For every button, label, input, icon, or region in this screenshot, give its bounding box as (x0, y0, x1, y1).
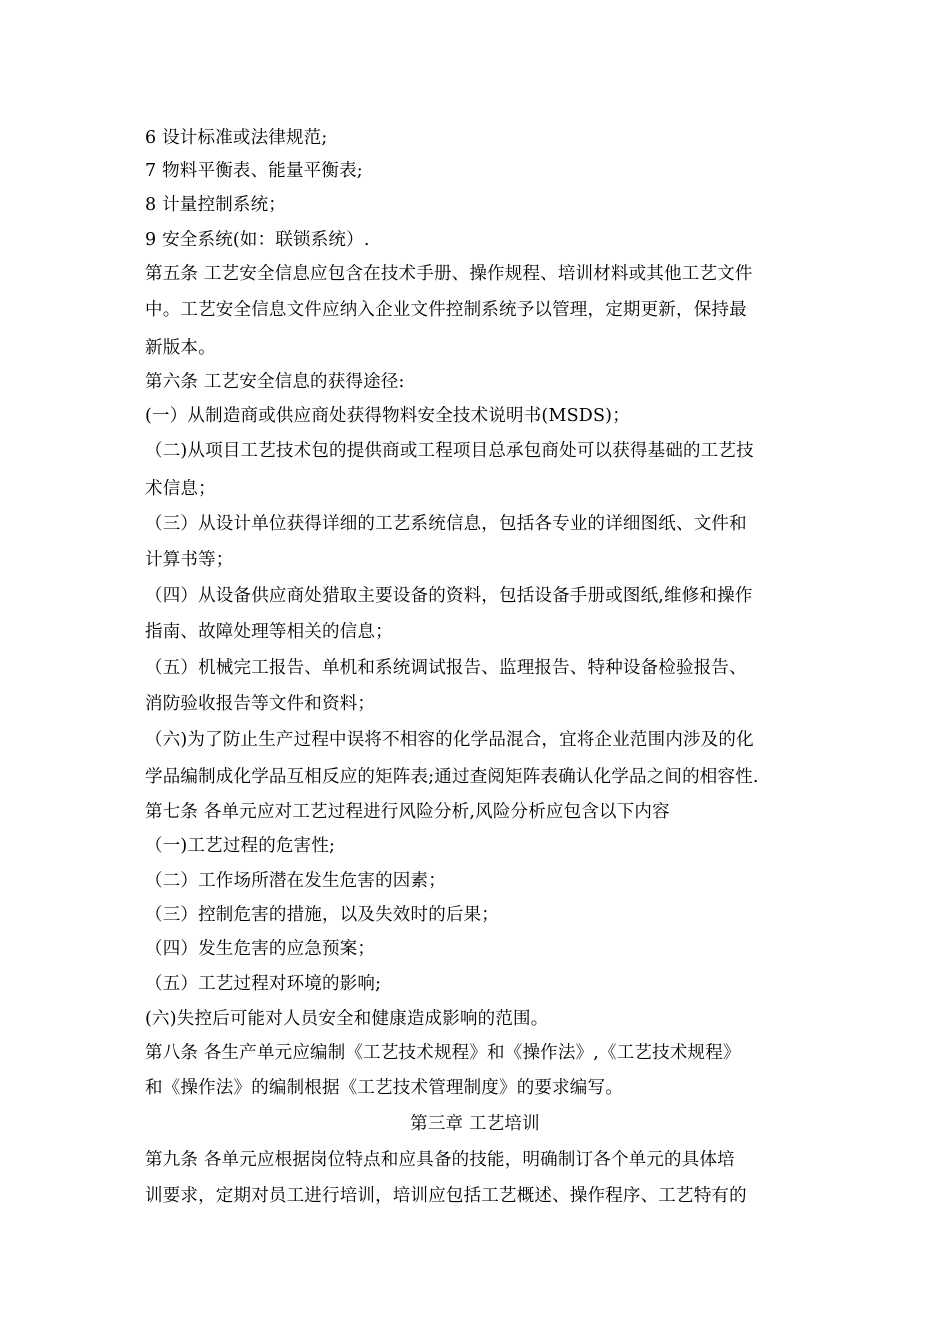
article-7-item-2: （二）工作场所潜在发生危害的因素； (145, 871, 446, 891)
article-5-line-2: 中。工艺安全信息文件应纳入企业文件控制系统予以管理，定期更新，保持最 (145, 300, 747, 320)
article-7-item-5: （五）工艺过程对环境的影响; (145, 974, 382, 994)
chapter-3-heading: 第三章 工艺培训 (410, 1114, 540, 1134)
article-7-item-1: （一)工艺过程的危害性; (145, 836, 336, 856)
list-item-9: 9 安全系统(如：联锁系统）. (145, 230, 370, 250)
article-6-item-3-line-1: （三）从设计单位获得详细的工艺系统信息，包括各专业的详细图纸、文件和 (145, 514, 747, 534)
article-6-item-2-line-1: （二)从项目工艺技术包的提供商或工程项目总承包商处可以获得基础的工艺技 (145, 441, 754, 461)
article-6-item-1: (一）从制造商或供应商处获得物料安全技术说明书(MSDS)； (145, 406, 630, 426)
list-item-7: 7 物料平衡表、能量平衡表; (145, 161, 363, 181)
article-6-item-5-line-1: （五）机械完工报告、单机和系统调试报告、监理报告、特种设备检验报告、 (145, 658, 747, 678)
article-9-line-1: 第九条 各单元应根据岗位特点和应具备的技能，明确制订各个单元的具体培 (145, 1150, 735, 1170)
article-6-item-4-line-1: （四）从设备供应商处猎取主要设备的资料，包括设备手册或图纸,维修和操作 (145, 586, 753, 606)
article-6-item-5-line-2: 消防验收报告等文件和资料； (145, 694, 376, 714)
article-6-item-4-line-2: 指南、故障处理等相关的信息； (145, 622, 393, 642)
article-6-item-6-line-2: 学品编制成化学品互相反应的矩阵表;通过查阅矩阵表确认化学品之间的相容性. (145, 767, 759, 787)
article-7-item-4: （四）发生危害的应急预案； (145, 939, 376, 959)
article-5-line-3: 新版本。 (145, 338, 216, 358)
article-8-line-2: 和《操作法》的编制根据《工艺技术管理制度》的要求编写。 (145, 1078, 623, 1098)
article-9-line-2: 训要求，定期对员工进行培训，培训应包括工艺概述、操作程序、工艺特有的 (145, 1186, 747, 1206)
list-item-6: 6 设计标准或法律规范; (145, 128, 328, 148)
list-item-8: 8 计量控制系统； (145, 195, 286, 215)
article-6-item-6-line-1: （六)为了防止生产过程中误将不相容的化学品混合，宜将企业范围内涉及的化 (145, 730, 754, 750)
article-5-line-1: 第五条 工艺安全信息应包含在技术手册、操作规程、培训材料或其他工艺文件 (145, 264, 753, 284)
article-7-heading: 第七条 各单元应对工艺过程进行风险分析,风险分析应包含以下内容 (145, 802, 670, 822)
article-7-item-6: (六)失控后可能对人员安全和健康造成影响的范围。 (145, 1009, 549, 1029)
article-8-line-1: 第八条 各生产单元应编制《工艺技术规程》和《操作法》,《工艺技术规程》 (145, 1043, 741, 1063)
article-6-heading: 第六条 工艺安全信息的获得途径: (145, 372, 405, 392)
article-7-item-3: （三）控制危害的措施，以及失效时的后果； (145, 905, 499, 925)
article-6-item-2-line-2: 术信息； (145, 479, 216, 499)
article-6-item-3-line-2: 计算书等； (145, 550, 234, 570)
